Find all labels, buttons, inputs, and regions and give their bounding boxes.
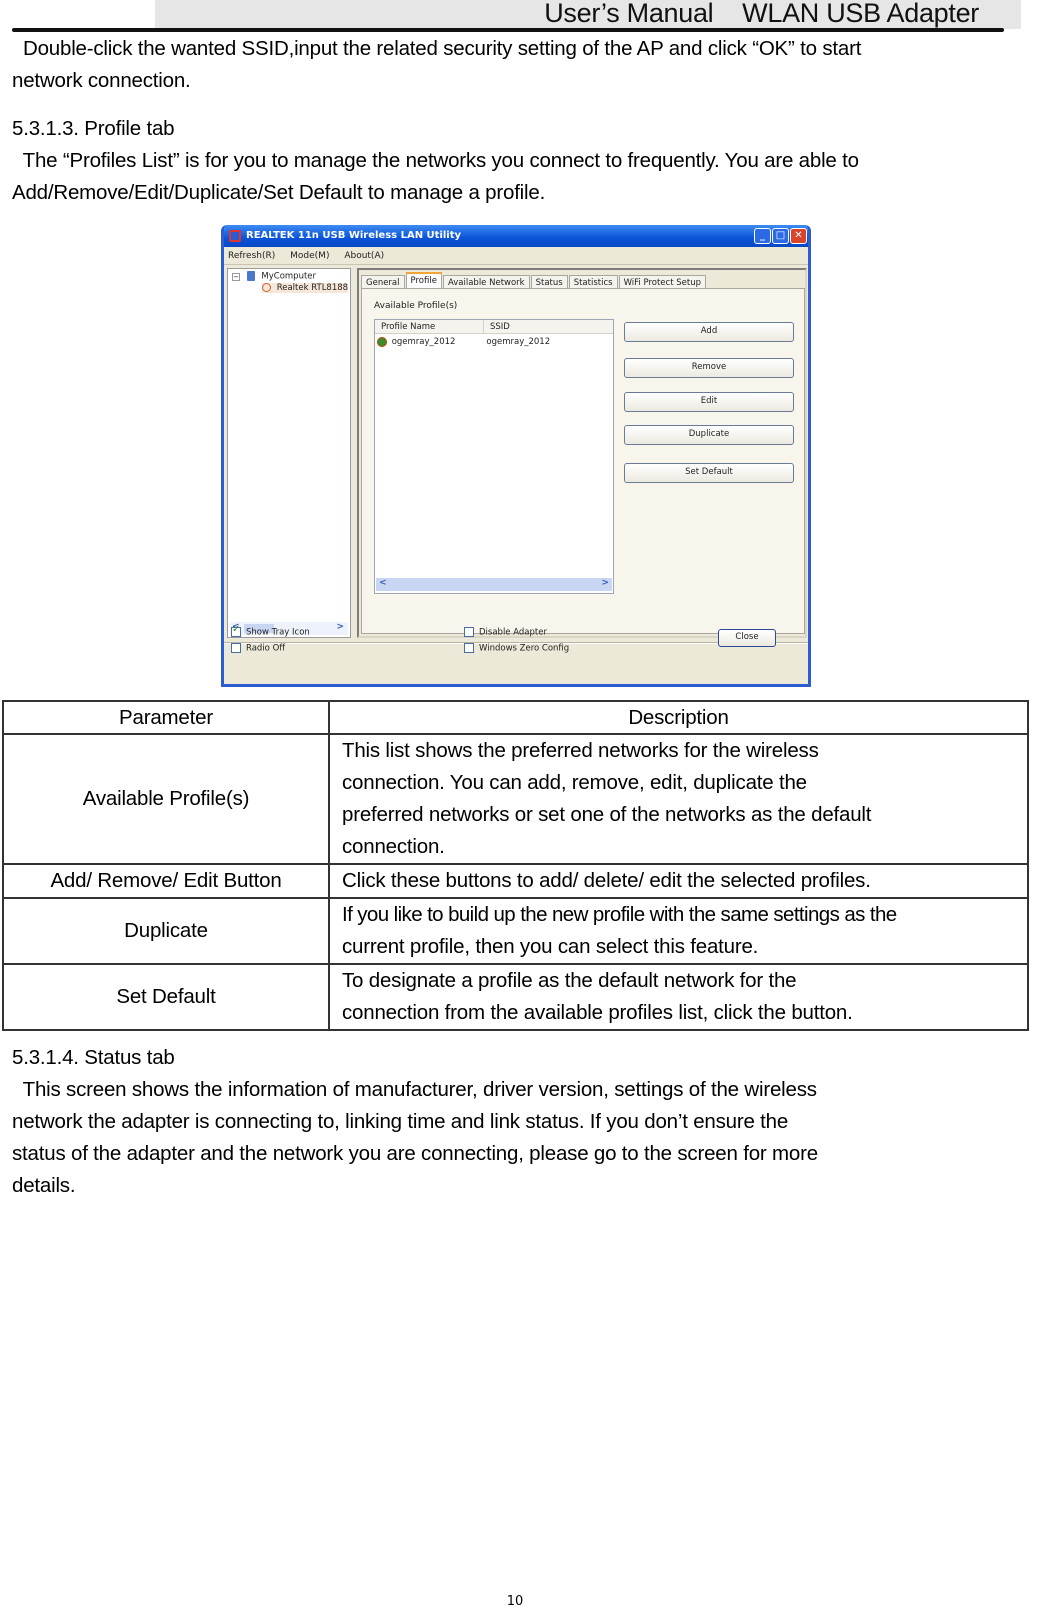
desc-cell: Click these buttons to add/ delete/ edit the selected profiles. — [329, 864, 1028, 898]
list-horizontal-scrollbar[interactable] — [376, 578, 612, 591]
profile-para-line-2: Add/Remove/Edit/Duplicate/Set Default to manage a profile. — [12, 181, 546, 204]
windows-zero-config-checkbox[interactable]: Windows Zero Config — [464, 643, 569, 654]
intro-line-1: Double-click the wanted SSID,input the related security setting of the AP and click “OK” to start — [12, 37, 862, 60]
profile-list[interactable] — [374, 319, 614, 594]
maximize-button[interactable]: □ — [772, 228, 789, 244]
remove-button[interactable]: Remove — [624, 358, 794, 378]
menu-bar — [224, 247, 808, 265]
tree-item-adapter[interactable]: Realtek RTL8188 — [262, 283, 348, 293]
set-default-button[interactable]: Set Default — [624, 463, 794, 483]
desc-cell: To designate a profile as the default network for the connection from the available profiles list, click the button. — [329, 964, 1028, 1030]
column-profile-name[interactable]: Profile Name — [381, 322, 436, 332]
header-description: Description — [329, 701, 1028, 734]
scroll-left-icon[interactable]: < — [379, 578, 387, 588]
available-profiles-label: Available Profile(s) — [374, 301, 458, 311]
table-row — [3, 734, 1028, 864]
checkbox-icon[interactable] — [464, 627, 474, 637]
scroll-right-icon[interactable]: > — [601, 578, 609, 588]
edit-button[interactable]: Edit — [624, 392, 794, 412]
menu-about[interactable]: About(A) — [344, 251, 385, 261]
tab-status[interactable]: Status — [531, 275, 568, 290]
window-title-bar — [224, 225, 808, 247]
table-row — [3, 864, 1028, 898]
table-row — [3, 898, 1028, 964]
tab-profile[interactable]: Profile — [406, 272, 442, 290]
column-ssid[interactable]: SSID — [483, 320, 510, 334]
checkbox-icon[interactable] — [464, 643, 474, 653]
device-tree — [227, 268, 351, 638]
desc-cell: If you like to build up the new profile with the same settings as the current profile, then you can select this feature. — [329, 898, 1028, 964]
status-para-line-3: status of the adapter and the network you are connecting, please go to the screen for more — [12, 1142, 818, 1165]
minimize-button[interactable]: _ — [754, 228, 771, 244]
param-cell: Duplicate — [3, 898, 329, 964]
tab-available-network[interactable]: Available Network — [443, 275, 530, 290]
close-window-button[interactable]: ✕ — [790, 228, 807, 244]
realtek-utility-window — [221, 225, 811, 687]
parameter-table — [2, 700, 1029, 1031]
tab-strip — [361, 272, 707, 288]
param-cell: Set Default — [3, 964, 329, 1030]
running-header: User’s Manual WLAN USB Adapter — [544, 0, 979, 28]
header-band — [155, 0, 1021, 29]
profile-status-icon — [377, 337, 387, 347]
tab-wifi-protect-setup[interactable]: WiFi Protect Setup — [619, 275, 706, 290]
app-icon — [229, 230, 241, 242]
header-parameter: Parameter — [3, 701, 329, 734]
table-row — [3, 964, 1028, 1030]
param-cell: Add/ Remove/ Edit Button — [3, 864, 329, 898]
radio-off-checkbox[interactable]: Radio Off — [231, 643, 285, 654]
desc-cell: This list shows the preferred networks for the wireless connection. You can add, remove, edit, duplicate the preferred networks or set one of the networks as the default connection. — [329, 734, 1028, 864]
tab-pane — [357, 268, 807, 638]
adapter-icon — [262, 283, 271, 292]
close-button[interactable]: Close — [718, 629, 776, 647]
duplicate-button[interactable]: Duplicate — [624, 425, 794, 445]
header-rule — [12, 28, 1004, 32]
tab-general[interactable]: General — [361, 275, 405, 290]
checkbox-icon[interactable] — [231, 643, 241, 653]
disable-adapter-checkbox[interactable]: Disable Adapter — [464, 627, 547, 638]
menu-mode[interactable]: Mode(M) — [290, 251, 330, 261]
status-para-line-4: details. — [12, 1174, 76, 1197]
window-title: REALTEK 11n USB Wireless LAN Utility — [246, 230, 462, 241]
add-button[interactable]: Add — [624, 322, 794, 342]
profile-para-line-1: The “Profiles List” is for you to manage the networks you connect to frequently. You are able to — [12, 149, 859, 172]
tab-statistics[interactable]: Statistics — [569, 275, 618, 290]
intro-line-2: network connection. — [12, 69, 191, 92]
page-number: 10 — [506, 1594, 524, 1609]
profile-row[interactable]: ogemray_2012 ogemray_2012 — [377, 335, 607, 349]
scroll-right-icon[interactable]: > — [336, 622, 344, 632]
table-header-row — [3, 701, 1028, 734]
profile-tab-body — [361, 288, 805, 634]
section-heading-status: 5.3.1.4. Status tab — [12, 1046, 175, 1069]
status-para-line-2: network the adapter is connecting to, linking time and link status. If you don’t ensure the — [12, 1110, 789, 1133]
collapse-icon[interactable]: − — [233, 272, 239, 281]
param-cell: Available Profile(s) — [3, 734, 329, 864]
section-heading-profile: 5.3.1.3. Profile tab — [12, 117, 175, 140]
checkbox-checked-icon[interactable] — [231, 627, 241, 637]
computer-icon — [247, 271, 255, 281]
tree-item-mycomputer[interactable]: − MyComputer — [233, 271, 317, 282]
menu-refresh[interactable]: Refresh(R) — [228, 251, 276, 261]
profile-list-header — [375, 320, 613, 334]
show-tray-icon-checkbox[interactable]: ✓Show Tray Icon — [231, 627, 310, 638]
status-para-line-1: This screen shows the information of manufacturer, driver version, settings of the wireless — [12, 1078, 817, 1101]
